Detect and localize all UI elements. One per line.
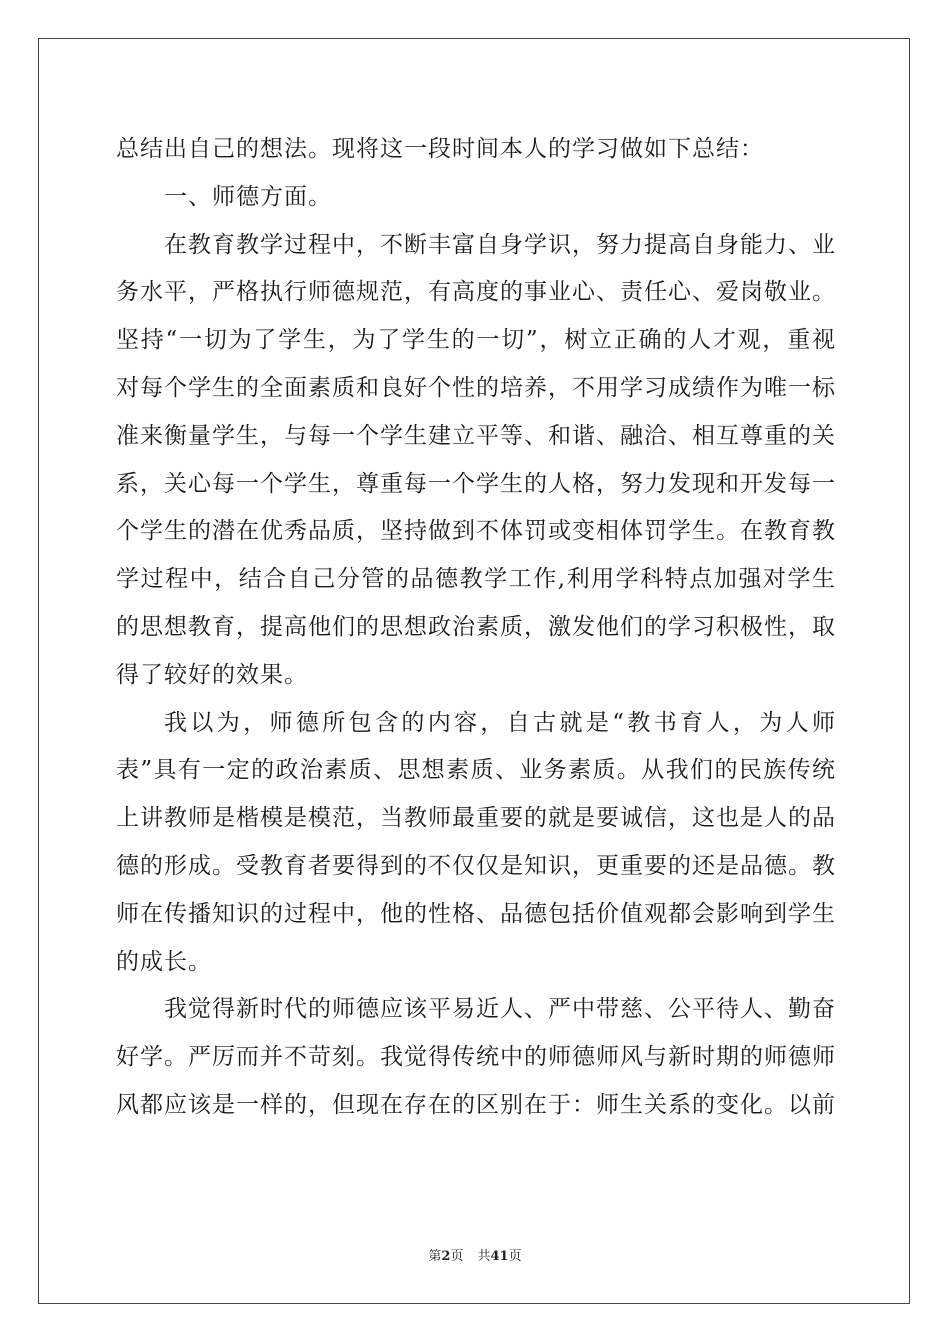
paragraph-5: 我觉得新时代的师德应该平易近人、严中带慈、公平待人、勤奋好学。严厉而并不苛刻。我觉得传统中的师德师风与新时期的师德师风都应该是一样的，但现在存在的区别在于：师生关系的变化。以前 (116, 996, 836, 1118)
total-suffix: 页 (508, 1249, 522, 1264)
total-pages: 41 (490, 1249, 509, 1264)
paragraph-3: 在教育教学过程中，不断丰富自身学识，努力提高自身能力、业务水平，严格执行师德规范，有高度的事业心、责任心、爱岗敬业。坚持“一切为了学生，为了学生的一切”，树立正确的人才观，重视对每个学生的全面素质和良好个性的培养，不用学习成绩作为唯一标准来衡量学生，与每一个学生建立平等、和谐、融洽、相互尊重的关系，关心每一个学生，尊重每一个学生的人格，努力发现和开发每一个学生的潜在优秀品质，坚持做到不体罚或变相体罚学生。在教育教学过程中，结合自己分管的品德教学工作,利用学科特点加强对学生的思想教育，提高他们的思想政治素质，激发他们的学习积极性，取得了较好的效果。 (116, 231, 836, 688)
page-footer (0, 1245, 950, 1264)
total-prefix: 共 (477, 1249, 491, 1264)
page-number: 2 (441, 1249, 451, 1264)
page-suffix: 页 (450, 1249, 464, 1264)
document-body (116, 126, 836, 1130)
paragraph-1: 总结出自己的想法。现将这一段时间本人的学习做如下总结： (116, 136, 764, 162)
page-prefix: 第 (428, 1249, 442, 1264)
section-heading: 一、师德方面。 (164, 183, 332, 210)
paragraph-4: 我以为，师德所包含的内容，自古就是“教书育人，为人师表”具有一定的政治素质、思想素质、业务素质。从我们的民族传统上讲教师是楷模是模范，当教师最重要的就是要诚信，这也是人的品德的形成。受教育者要得到的不仅仅是知识，更重要的还是品德。教师在传播知识的过程中，他的性格、品德包括价值观都会影响到学生的成长。 (116, 709, 836, 975)
